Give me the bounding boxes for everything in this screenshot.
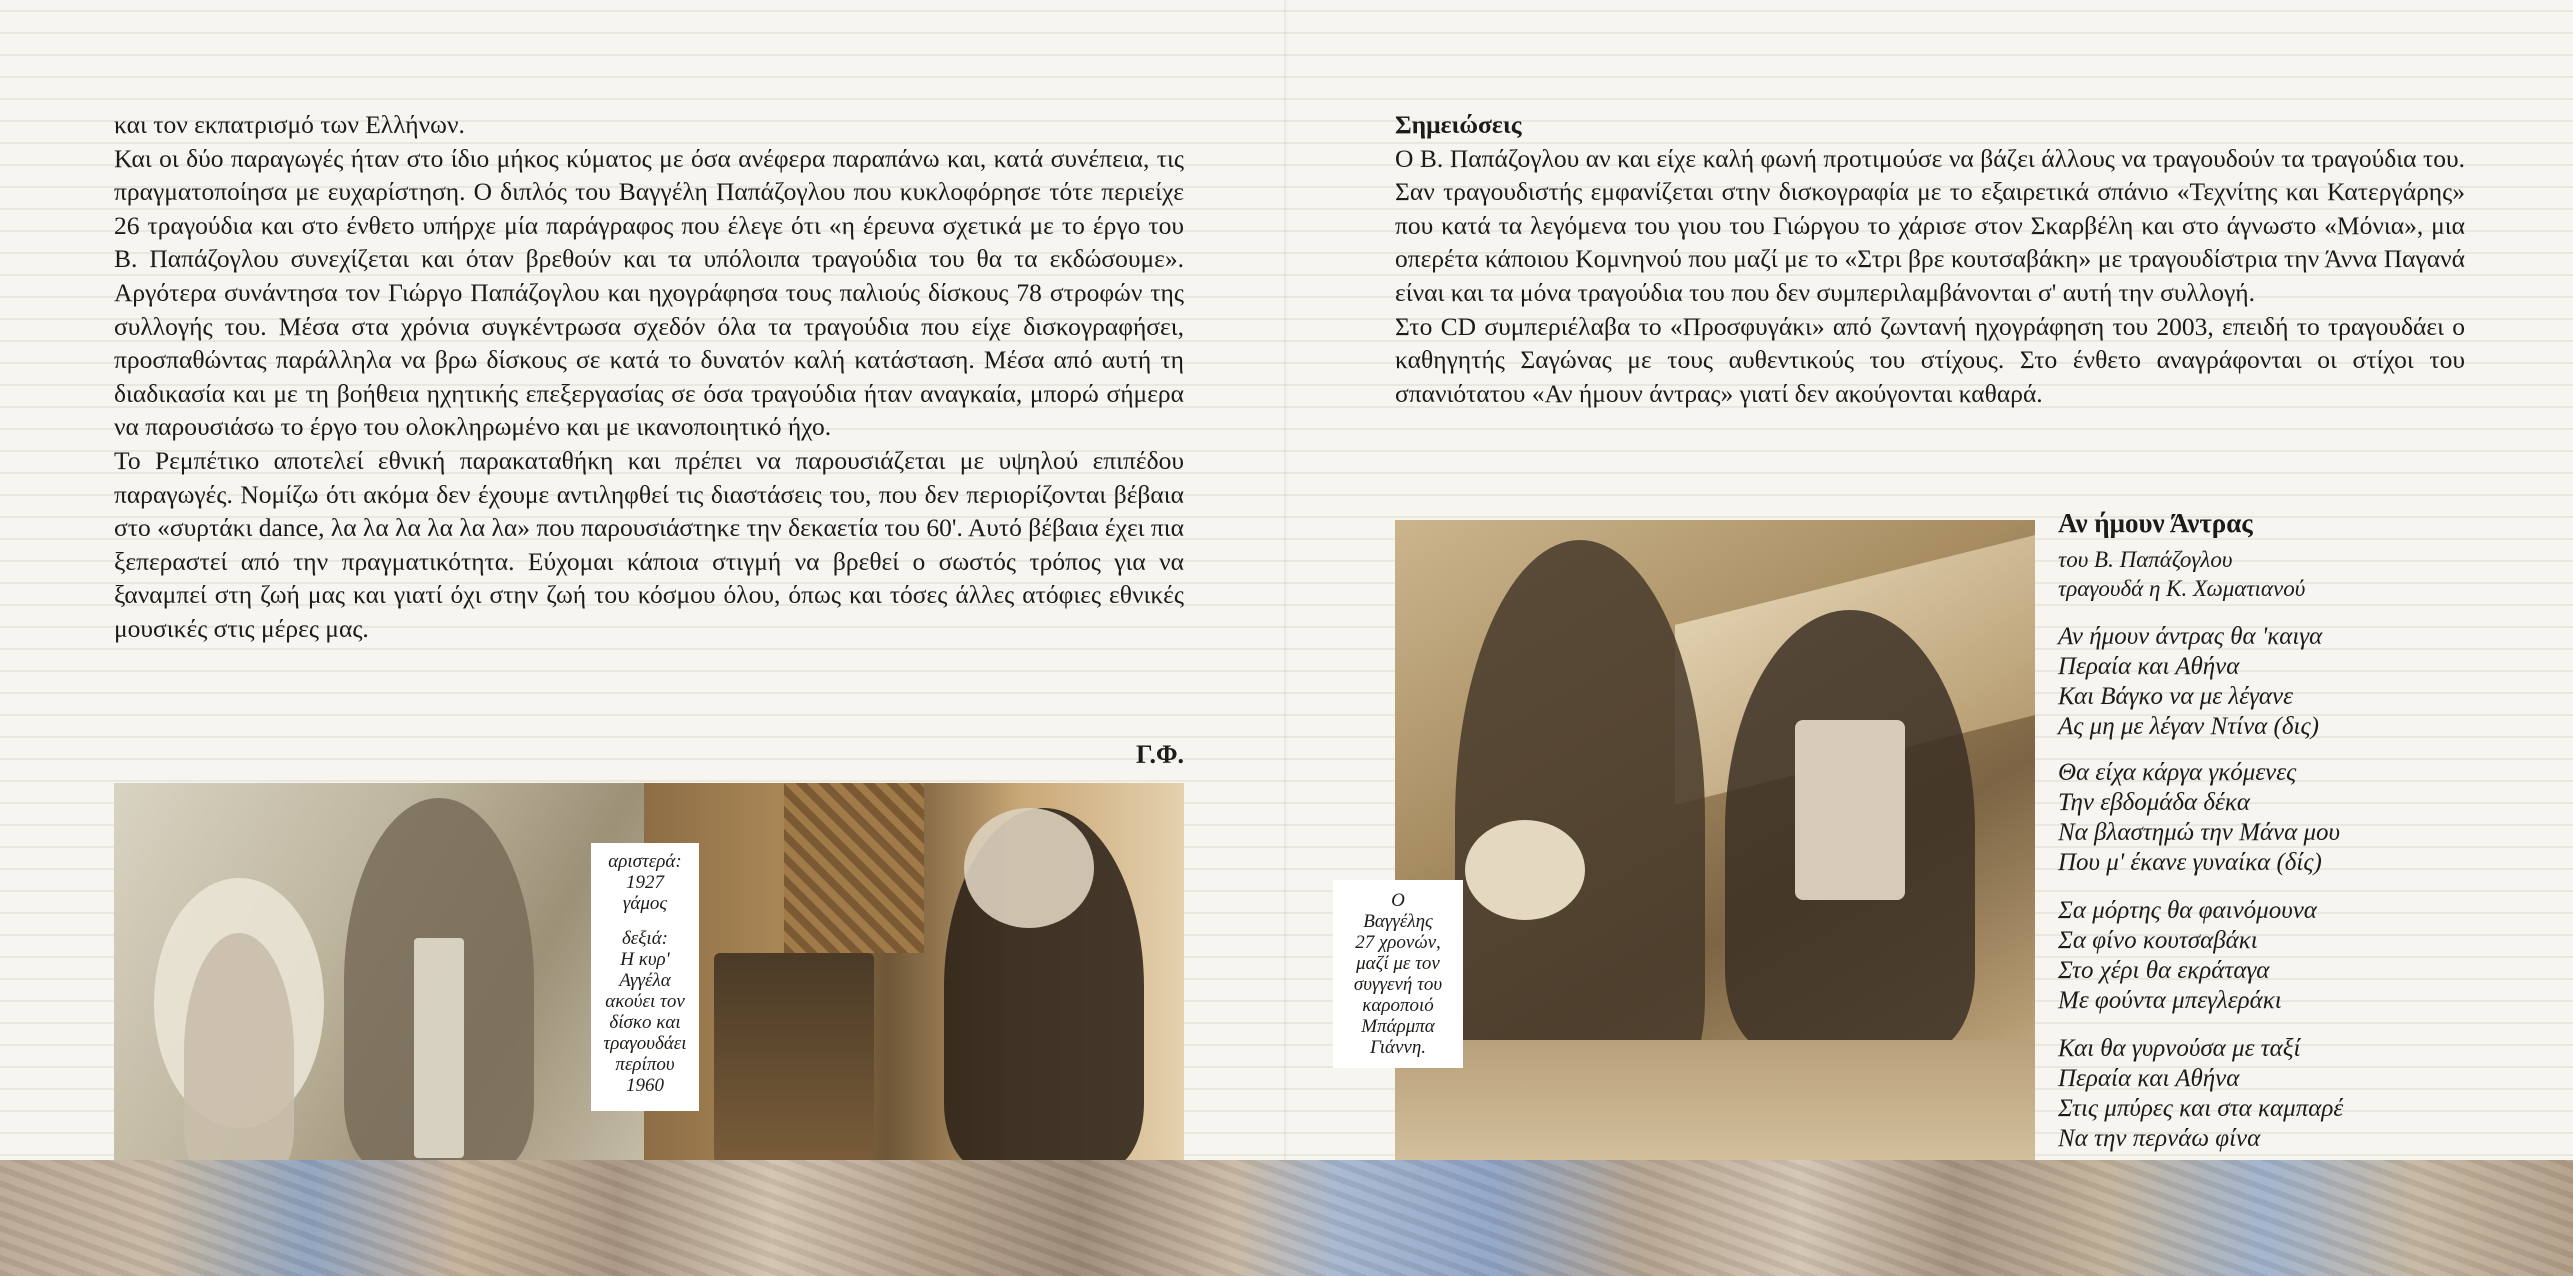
wedding-photo <box>114 783 644 1161</box>
lyric-line: Να βλαστημώ την Μάνα μου <box>2058 819 2341 846</box>
left-page-text <box>114 108 1184 646</box>
lyric-line: Σα μόρτης θα φαινόμουνα <box>2058 897 2317 924</box>
paragraph: Το Ρεμπέτικο αποτελεί εθνική παρακαταθήκη και πρέπει να παρουσιάζεται με υψηλού επιπέδου παραγωγές. Νομίζω ότι ακόμα δεν έχουμε αντιληφθεί τις διαστάσεις του, που δεν περιορίζονται βέβαια στο «συρτάκι dance, λα λα λα λα λα λα» που παρουσιάστηκε την δεκαετία του 60'. Αυτό βέβαια έχει πια ξεπεραστεί από την πραγματικότητα. Εύχομαι κάποια στιγμή να βρεθεί ο σωστός τρόπος για να ξαναμπεί στη ζωή μας και γιατί όχι στην ζωή του κόσμου όλου, όπως και τόσες άλλες ατόφιες εθνικές μουσικές στις μέρες μας. <box>114 445 1184 643</box>
lyric-line: Θα είχα κάργα γκόμενες <box>2058 759 2297 786</box>
caption-line: περίπου <box>615 1054 675 1075</box>
notes-heading: Σημειώσεις <box>1395 110 1522 139</box>
two-men-photo <box>1395 520 2035 1161</box>
gramophone-photo <box>644 783 1184 1161</box>
song-title: Αν ήμουν Άντρας <box>2058 508 2253 538</box>
fabric-curtain <box>784 783 924 953</box>
lyric-line: Να την περνάω φίνα <box>2058 1125 2261 1152</box>
caption-line: μαζί με τον <box>1356 953 1440 974</box>
woman-hair <box>964 808 1094 928</box>
wedding-photo-caption <box>591 843 699 1111</box>
caption-line: 27 χρονών, <box>1355 932 1441 953</box>
lyrics-stanza <box>2058 896 2558 1016</box>
lyric-line: Στις μπύρες και στα καμπαρέ <box>2058 1095 2344 1122</box>
men-photo-caption <box>1333 880 1463 1068</box>
gramophone <box>714 953 874 1161</box>
caption-line: δεξιά: <box>621 928 669 949</box>
paragraph: Στο CD συμπεριέλαβα το «Προσφυγάκι» από ζωντανή ηχογράφηση του 2003, επειδή το τραγουδάει ο καθηγητής Σαγώνας με τους αυθεντικούς του στίχους. Στο ένθετο αναγράφονται οι στίχοι του σπανιότατου «Αν ήμουν άντρας» γιατί δεν ακούγονται καθαρά. <box>1395 311 2465 408</box>
caption-line: Αγγέλα <box>619 970 671 991</box>
lyric-line: Με φούντα μπεγλεράκι <box>2058 987 2282 1014</box>
caption-line: δίσκο και <box>609 1012 681 1033</box>
uncle-shirt <box>1795 720 1905 900</box>
caption-line: 1960 <box>626 1075 664 1096</box>
caption-line: συγγενή του <box>1353 974 1443 995</box>
caption-line: αριστερά: <box>608 851 682 872</box>
lyric-line: Περαία και Αθήνα <box>2058 653 2240 680</box>
bride-figure <box>184 933 294 1161</box>
lyrics-stanza <box>2058 758 2558 878</box>
lyric-line: Στο χέρι θα εκράταγα <box>2058 957 2270 984</box>
lyric-line: Την εβδομάδα δέκα <box>2058 789 2250 816</box>
paragraph: Και οι δύο παραγωγές ήταν στο ίδιο μήκος κύματος με όσα ανέφερα παραπάνω και, κατά συνέπεια, τις πραγματοποίησα με ευχαρίστηση. Ο διπλός του Βαγγέλη Παπάζογλου που κυκλοφόρησε τότε περιείχε 26 τραγούδια και στο ένθετο υπήρχε μία παράγραφος που έλεγε ότι «η έρευνα σχετικά με το έργο του Β. Παπάζογλου συνεχίζεται και όταν βρεθούν και τα υπόλοιπα τραγούδια του θα τα εκδώσουμε». Αργότερα συνάντησα τον Γιώργο Παπάζογλου και ηχογράφησα τους παλιούς δίσκους 78 στροφών της συλλογής του. Μέσα στα χρόνια συγκέντρωσα σχεδόν όλα τα τραγούδια που είχε δισκογραφήσει, προσπαθώντας παράλληλα να βρω δίσκους σε κατά το δυνατόν καλή κατάσταση. Μέσα από αυτή τη διαδικασία και με τη βοήθεια ηχητικής επεξεργασίας σε όσα τραγούδια ήταν αναγκαία, μπορώ σήμερα να παρουσιάσω το έργο του ολοκληρωμένο και με ικανοποιητικό ήχο. <box>114 143 1184 442</box>
page-gutter <box>1284 0 1288 1160</box>
caption-line: γάμος <box>622 893 668 914</box>
song-singer: τραγουδά η Κ. Χωματιανού <box>2058 576 2306 601</box>
lyric-line: Ας μη με λέγαν Ντίνα (δις) <box>2058 713 2319 740</box>
caption-line: καροποιό <box>1362 995 1434 1016</box>
author-signature: Γ.Φ. <box>1136 740 1184 769</box>
caption-line: Βαγγέλης <box>1363 911 1433 932</box>
paragraph: και τον εκπατρισμό των Ελλήνων. <box>114 110 465 139</box>
lyrics-stanza <box>2058 622 2558 742</box>
lyric-line: Σα φίνο κουτσαβάκι <box>2058 927 2258 954</box>
lyric-line: Που μ' έκανε γυναίκα (δίς) <box>2058 849 2322 876</box>
paragraph: Ο Β. Παπάζογλου αν και είχε καλή φωνή προτιμούσε να βάζει άλλους να τραγουδούν τα τραγούδια του. Σαν τραγουδιστής εμφανίζεται στην δισκογραφία με το εξαιρετικά σπάνιο «Τεχνίτης και Κατεργάρης» που κατά τα λεγόμενα του γιου του Γιώργου το χάρισε στον Σκαρβέλη και στο άγνωστο «Μόνια», μια οπερέτα κάποιου Κομνηνού που μαζί με το «Στρι βρε κουτσαβάκη» με τραγουδίστρια την Άννα Παγανά είναι και τα μόνα τραγούδια του που δεν συμπεριλαμβάνονται σ' αυτή την συλλογή. <box>1395 143 2465 307</box>
caption-line: Η κυρ' <box>620 949 670 970</box>
song-composer: του Β. Παπάζογλου <box>2058 547 2233 572</box>
lyrics-stanza <box>2058 1034 2558 1154</box>
lyric-line: Περαία και Αθήνα <box>2058 1065 2240 1092</box>
caption-line: Γιάννη. <box>1369 1037 1427 1058</box>
caption-line: Ο <box>1391 890 1405 911</box>
lyric-line: Και Βάγκο να με λέγανε <box>2058 683 2293 710</box>
stone-texture-strip <box>0 1160 2573 1276</box>
caption-line: ακούει τον <box>605 991 685 1012</box>
caption-line: Μπάρμπα <box>1361 1016 1435 1037</box>
caption-line: τραγουδάει <box>603 1033 687 1054</box>
ground <box>1395 1040 2035 1161</box>
lyric-line: Αν ήμουν άντρας θα 'καιγα <box>2058 623 2323 650</box>
caption-line: 1927 <box>626 872 664 893</box>
right-page-text <box>1395 108 2465 410</box>
lyric-line: Και θα γυρνούσα με ταξί <box>2058 1035 2301 1062</box>
groom-shirt <box>414 938 464 1158</box>
vangelis-figure <box>1455 540 1705 1100</box>
straw-hat <box>1465 820 1585 920</box>
